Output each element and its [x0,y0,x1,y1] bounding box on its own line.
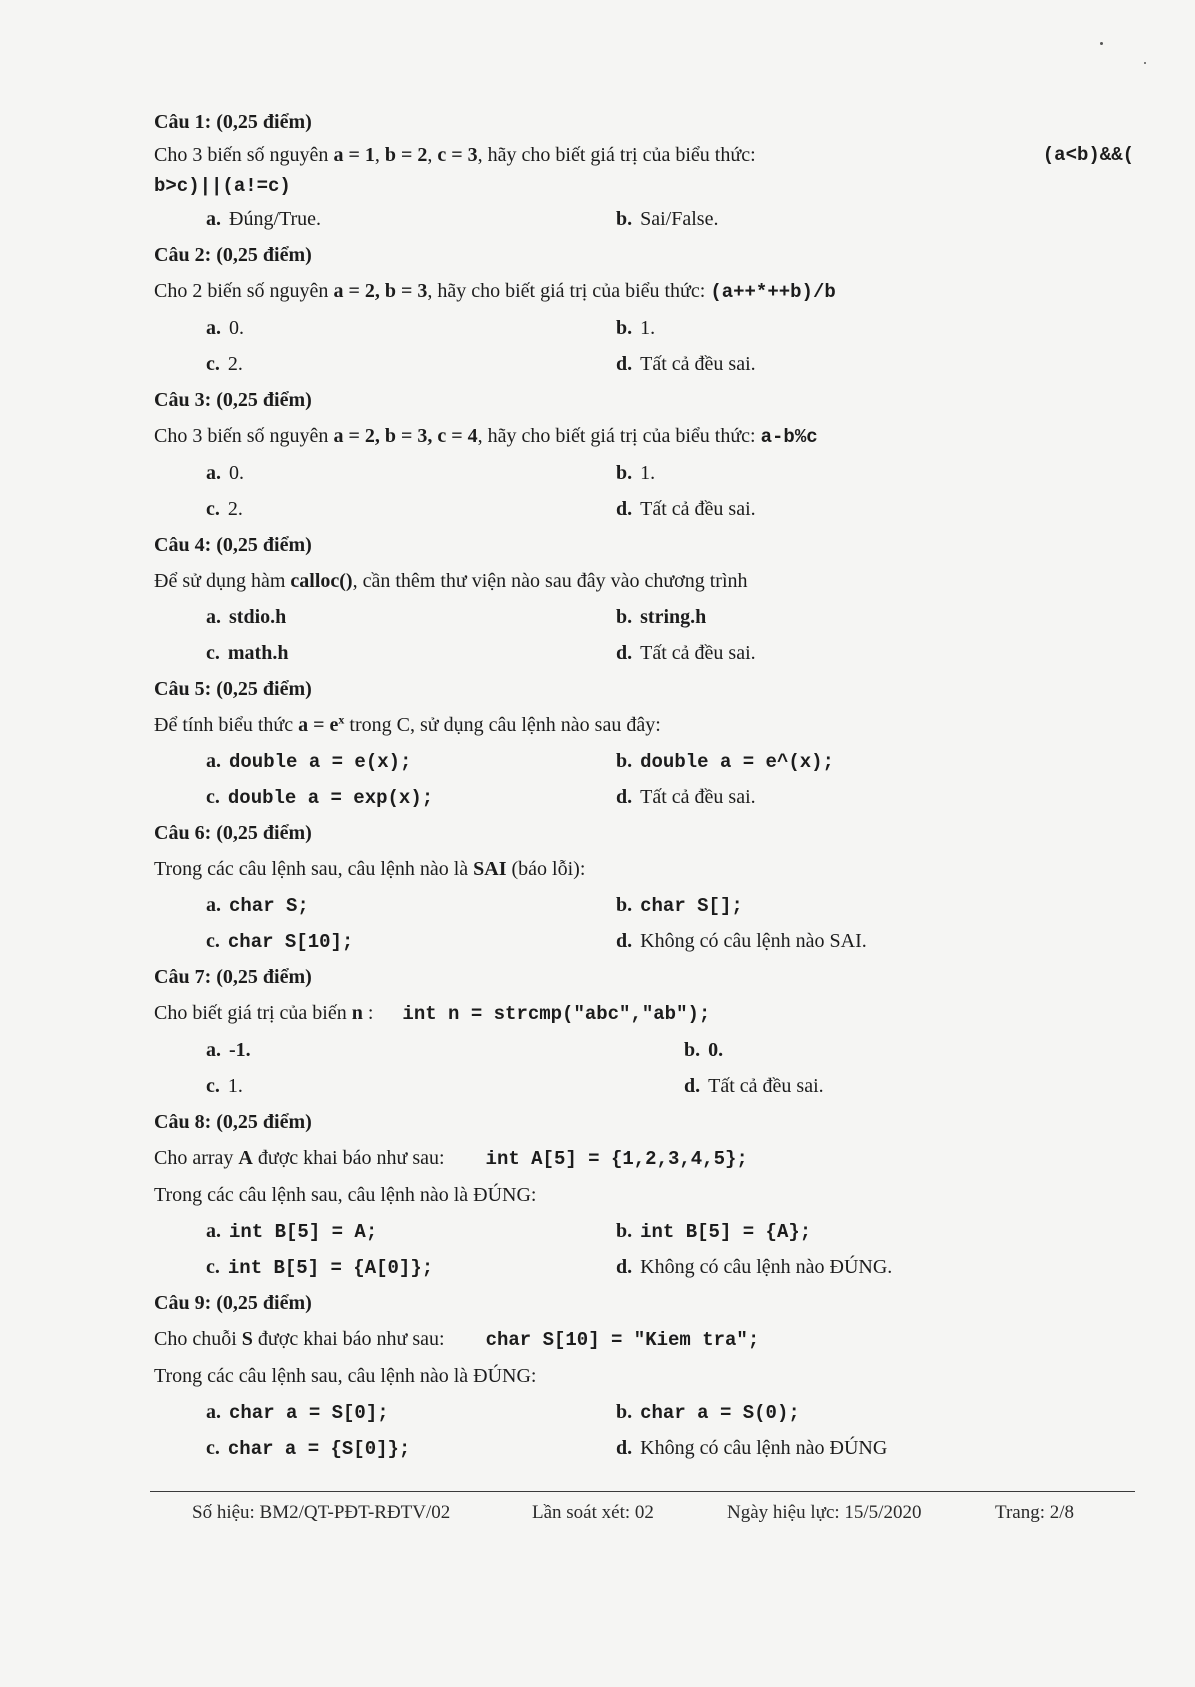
option-d [616,635,1016,671]
expression-code: a-b%c [760,426,818,448]
question-list [154,104,1134,1466]
option-c [206,923,616,959]
text-segment: Trong các câu lệnh sau, câu lệnh nào là [154,858,474,880]
option-d [616,346,1016,382]
variable-n: n [351,1002,363,1024]
option-text: Không có câu lệnh nào SAI. [640,930,867,952]
option-label: c. [206,1075,220,1097]
option-d [616,1249,1016,1285]
option-d [616,779,1016,815]
expression-code-cont: b>c)||(a!=c) [154,175,291,197]
option-d [616,491,1016,527]
text-segment: được khai báo như sau: [252,1328,445,1350]
option-text: stdio.h [229,606,287,628]
option-label: a. [206,1039,221,1061]
option-label: b. [616,1220,633,1242]
option-text: string.h [640,606,707,628]
option-a [206,455,616,491]
function-name: calloc() [290,570,353,592]
option-text: char S; [229,895,309,917]
option-c [206,491,616,527]
option-text: 1. [640,317,656,339]
text-segment: Để tính biểu thức [154,714,299,736]
variables: a = 2, b = 3, c = 4 [333,425,478,447]
options [206,310,1134,382]
question-6 [154,815,1134,959]
option-label: b. [616,606,633,628]
options [206,1032,1134,1104]
question-subtext: Trong các câu lệnh sau, câu lệnh nào là ĐÚNG: [154,1365,537,1387]
option-a [206,1213,616,1249]
options [206,455,1134,527]
option-b [616,887,1016,923]
footer-divider [150,1491,1135,1492]
text-segment: Cho biết giá trị của biến [154,1002,352,1024]
option-label: a. [206,317,221,339]
question-text [154,851,1134,887]
option-a [206,743,616,779]
option-text: char a = S(0); [640,1402,800,1424]
question-title: Câu 9: (0,25 điểm) [154,1292,312,1314]
option-a [206,310,616,346]
option-b [616,201,1016,237]
option-text: double a = exp(x); [227,787,434,809]
statement-code: int n = strcmp("abc","ab"); [402,1003,711,1025]
options [206,1213,1134,1285]
option-text: Tất cả đều sai. [640,498,756,520]
option-c [206,635,616,671]
option-text: 2. [227,353,243,375]
option-b [616,455,1016,491]
option-label: b. [616,894,633,916]
question-text [154,1140,1134,1177]
option-d [616,923,1016,959]
option-text: Sai/False. [640,208,719,230]
option-a [206,887,616,923]
text-segment: Cho chuỗi [154,1328,242,1350]
footer-effective-date: Ngày hiệu lực: 15/5/2020 [727,1502,922,1523]
question-text [154,995,1134,1032]
option-label: a. [206,462,221,484]
question-text [154,418,1134,455]
option-label: d. [616,1437,633,1459]
question-7 [154,959,1134,1104]
option-b [616,743,1016,779]
options [206,887,1134,959]
text-segment: trong C, sử dụng câu lệnh nào sau đây: [344,714,661,736]
option-b [616,599,1016,635]
option-text: Tất cả đều sai. [640,786,756,808]
option-label: c. [206,1256,220,1278]
text-segment: Cho 2 biến số nguyên [154,280,334,302]
option-text: double a = e^(x); [640,751,834,773]
scan-speck [1100,42,1103,45]
question-text [154,273,1134,310]
option-label: d. [684,1075,701,1097]
question-text [154,1321,1134,1358]
text-segment: (báo lỗi): [506,858,586,880]
question-9 [154,1285,1134,1466]
text-segment: , hãy cho biết giá trị của biểu thức: [477,144,756,166]
option-label: a. [206,750,221,772]
option-a [206,599,616,635]
text-segment: , hãy cho biết giá trị của biểu thức: [477,425,761,447]
option-label: b. [616,462,633,484]
var-b: b = 2 [384,144,428,166]
option-text: Không có câu lệnh nào ĐÚNG. [640,1256,893,1278]
question-1 [154,104,1134,237]
option-a [206,1394,616,1430]
question-5 [154,671,1134,815]
declaration-code: char S[10] = "Kiem tra"; [485,1329,760,1351]
question-title: Câu 5: (0,25 điểm) [154,678,312,700]
text-segment: : [362,1002,374,1024]
option-label: a. [206,1220,221,1242]
question-text [154,563,1134,599]
option-c [206,1430,616,1466]
option-text: char a = S[0]; [229,1402,389,1424]
question-title: Câu 8: (0,25 điểm) [154,1111,312,1133]
option-label: c. [206,1437,220,1459]
emphasis: SAI [473,858,507,880]
option-label: c. [206,930,220,952]
option-text: char a = {S[0]}; [227,1438,411,1460]
array-name: A [238,1147,253,1169]
options [206,743,1134,815]
option-label: d. [616,786,633,808]
text-segment: Cho 3 biến số nguyên [154,144,334,166]
option-text: char S[10]; [227,931,354,953]
footer-doc-number: Số hiệu: BM2/QT-PĐT-RĐTV/02 [192,1502,451,1523]
option-text: double a = e(x); [229,751,412,773]
text-segment: Để sử dụng hàm [154,570,291,592]
option-label: c. [206,642,220,664]
scan-speck [1144,62,1146,64]
text-segment: , hãy cho biết giá trị của biểu thức: [427,280,711,302]
text-segment: , cần thêm thư viện nào sau đây vào chương trình [352,570,748,592]
option-label: a. [206,208,221,230]
string-name: S [241,1328,253,1350]
options [206,1394,1134,1466]
option-c [206,346,616,382]
option-label: d. [616,498,633,520]
option-label: b. [616,750,633,772]
option-text: 1. [227,1075,243,1097]
question-subtext: Trong các câu lệnh sau, câu lệnh nào là ĐÚNG: [154,1184,537,1206]
question-8 [154,1104,1134,1285]
option-label: c. [206,498,220,520]
option-text: Tất cả đều sai. [708,1075,824,1097]
option-label: d. [616,642,633,664]
text-segment: Cho 3 biến số nguyên [154,425,334,447]
option-text: int B[5] = {A}; [640,1221,812,1243]
option-text: 0. [229,462,244,484]
option-text: int B[5] = {A[0]}; [227,1257,434,1279]
option-label: d. [616,1256,633,1278]
declaration-code: int A[5] = {1,2,3,4,5}; [485,1148,748,1170]
var-a: a = 1 [333,144,375,166]
question-title: Câu 2: (0,25 điểm) [154,244,312,266]
option-text: 2. [227,498,243,520]
option-text: Tất cả đều sai. [640,353,756,375]
footer-page-number: Trang: 2/8 [995,1502,1075,1523]
question-title: Câu 4: (0,25 điểm) [154,534,312,556]
text-segment: , [374,144,385,166]
question-text [154,707,1134,743]
option-label: a. [206,606,221,628]
options [206,201,1134,237]
option-label: d. [616,930,633,952]
formula-exponent: x [338,712,345,727]
option-text: math.h [227,642,289,664]
option-text: Không có câu lệnh nào ĐÚNG [640,1437,888,1459]
option-label: b. [616,1401,633,1423]
expression-code: (a++*++b)/b [710,281,836,303]
option-b [616,1394,1016,1430]
option-a [206,201,616,237]
option-c [206,1249,616,1285]
var-c: c = 3 [437,144,478,166]
text-segment: Cho array [154,1147,239,1169]
option-c [206,779,616,815]
option-label: a. [206,894,221,916]
formula: a = e [298,714,339,736]
option-d [616,1430,1016,1466]
variables: a = 2, b = 3 [333,280,428,302]
option-b [616,1213,1016,1249]
question-2 [154,237,1134,382]
option-text: 1. [640,462,656,484]
option-text: char S[]; [640,895,743,917]
option-text: Tất cả đều sai. [640,642,756,664]
option-label: a. [206,1401,221,1423]
option-label: b. [616,208,633,230]
option-label: c. [206,786,220,808]
options [206,599,1134,671]
option-text: -1. [229,1039,251,1061]
option-text: 0. [708,1039,724,1061]
option-text: 0. [229,317,244,339]
question-3 [154,382,1134,527]
footer-revision: Lần soát xét: 02 [532,1502,654,1523]
option-a [206,1032,684,1068]
option-c [206,1068,684,1104]
question-title: Câu 1: (0,25 điểm) [154,111,312,133]
text-segment: được khai báo như sau: [252,1147,445,1169]
expression-code: (a<b)&&( [1042,144,1134,166]
option-label: b. [684,1039,701,1061]
option-b [616,310,1016,346]
option-label: b. [616,317,633,339]
question-text [154,140,1134,201]
option-text: Đúng/True. [229,208,322,230]
option-text: int B[5] = A; [229,1221,378,1243]
question-title: Câu 3: (0,25 điểm) [154,389,312,411]
question-title: Câu 7: (0,25 điểm) [154,966,312,988]
option-b [684,1032,1084,1068]
option-label: d. [616,353,633,375]
text-segment: , [427,144,438,166]
option-label: c. [206,353,220,375]
question-title: Câu 6: (0,25 điểm) [154,822,312,844]
option-d [684,1068,1084,1104]
question-4 [154,527,1134,671]
